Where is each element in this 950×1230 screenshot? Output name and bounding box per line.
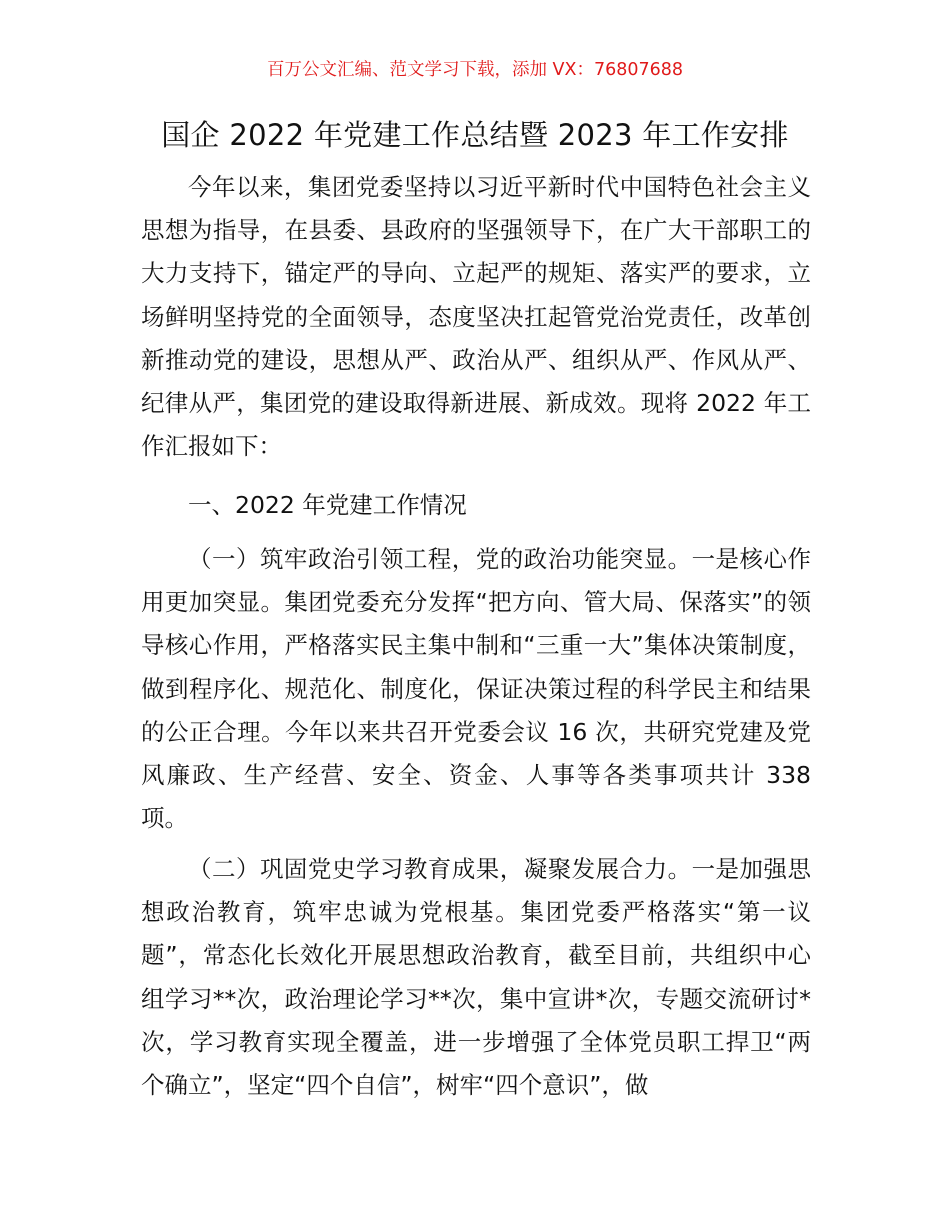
section-paragraph: （二）巩固党史学习教育成果，凝聚发展合力。一是加强思想政治教育，筑牢忠诚为党根基。集团党委严格落实“第一议题”，常态化长效化开展思想政治教育，截至目前，共组织中心组学习**次，政治理论学习**次，集中宣讲*次，专题交流研讨*次，学习教育实现全覆盖，进一步增强了全体党员职工捍卫“两个确立”，坚定“四个自信”，树牢“四个意识”，做 bbox=[141, 855, 811, 1100]
section-paragraph: （一）筑牢政治引领工程，党的政治功能突显。一是核心作用更加突显。集团党委充分发挥“把方向、管大局、保落实”的领导核心作用，严格落实民主集中制和“三重一大”集体决策制度，做到程序化、规范化、制度化，保证决策过程的科学民主和结果的公正合理。今年以来共召开党委会议 16 次，共研究党建及党风廉政、生产经营、安全、资金、人事等各类事项共计 338 项。 bbox=[141, 545, 811, 833]
document-title: 国企 2022 年党建工作总结暨 2023 年工作安排 bbox=[161, 118, 789, 152]
intro-paragraph: 今年以来，集团党委坚持以习近平新时代中国特色社会主义思想为指导，在县委、县政府的坚强领导下，在广大干部职工的大力支持下，锚定严的导向、立起严的规矩、落实严的要求，立场鲜明坚持党的全面领导，态度坚决扛起管党治党责任，改革创新推动党的建设，思想从严、政治从严、组织从严、作风从严、纪律从严，集团党的建设取得新进展、新成效。现将 2022 年工作汇报如下： bbox=[141, 173, 811, 461]
intro-paragraph-block bbox=[141, 166, 811, 468]
section-heading: 一、2022 年党建工作情况 bbox=[188, 491, 467, 519]
watermark-banner: 百万公文汇编、范文学习下载，添加 VX：76807688 bbox=[266, 60, 684, 80]
section-heading-block bbox=[141, 484, 811, 527]
section-paragraph-block bbox=[141, 538, 811, 840]
section-paragraph-block bbox=[141, 848, 811, 1107]
